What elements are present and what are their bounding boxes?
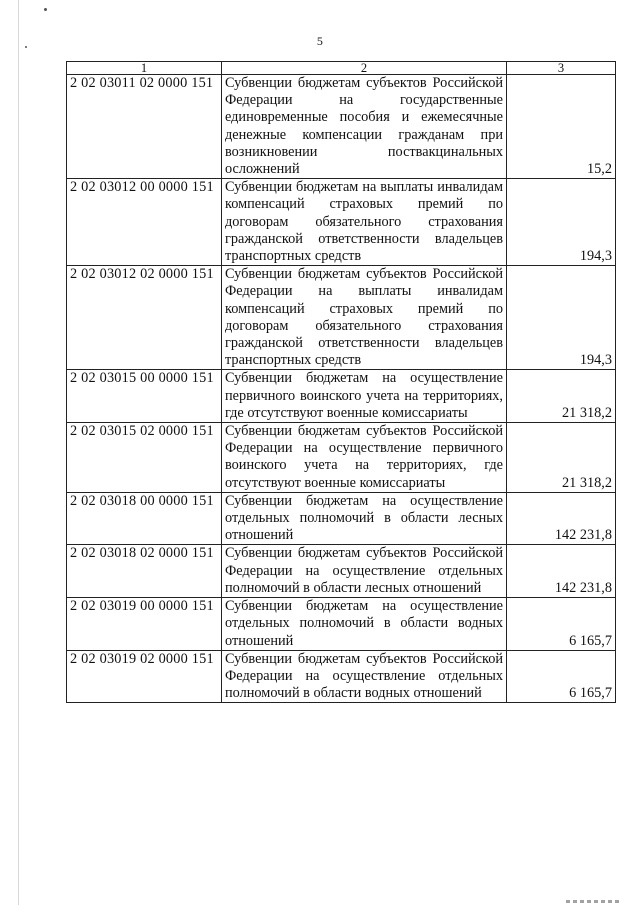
- code-cell: 2 02 03012 02 0000 151: [67, 266, 222, 370]
- table-row: [67, 423, 616, 493]
- code-cell: 2 02 03012 00 0000 151: [67, 179, 222, 266]
- code-cell: 2 02 03019 00 0000 151: [67, 598, 222, 651]
- table-row: [67, 179, 616, 266]
- scan-margin-line: [18, 0, 19, 905]
- table-row: [67, 266, 616, 370]
- table-header-row: [67, 62, 616, 75]
- code-cell: 2 02 03015 00 0000 151: [67, 370, 222, 423]
- code-cell: 2 02 03018 00 0000 151: [67, 492, 222, 545]
- table-row: [67, 545, 616, 598]
- description-cell: Субвенции бюджетам на осуществление первичного воинского учета на территориях, где отсутствуют военные комиссариаты: [222, 370, 507, 423]
- amount-cell: 21 318,2: [507, 423, 616, 493]
- code-cell: 2 02 03011 02 0000 151: [67, 75, 222, 179]
- budget-table: [66, 61, 616, 703]
- amount-cell: 21 318,2: [507, 370, 616, 423]
- table-row: [67, 650, 616, 703]
- amount-cell: 194,3: [507, 179, 616, 266]
- code-cell: 2 02 03018 02 0000 151: [67, 545, 222, 598]
- amount-cell: 142 231,8: [507, 492, 616, 545]
- amount-cell: 15,2: [507, 75, 616, 179]
- column-header-code: 1: [67, 62, 222, 75]
- description-cell: Субвенции бюджетам субъектов Российской Федерации на государственные единовременные пособия и ежемесячные денежные компенсации гражданам при возникновении поствакцинальных осложнений: [222, 75, 507, 179]
- description-cell: Субвенции бюджетам на осуществление отдельных полномочий в области водных отношений: [222, 598, 507, 651]
- amount-cell: 142 231,8: [507, 545, 616, 598]
- column-header-amount: 3: [507, 62, 616, 75]
- table-row: [67, 370, 616, 423]
- description-cell: Субвенции бюджетам на выплаты инвалидам компенсаций страховых премий по договорам обязательного страхования гражданской ответственности владельцев транспортных средств: [222, 179, 507, 266]
- description-cell: Субвенции бюджетам на осуществление отдельных полномочий в области лесных отношений: [222, 492, 507, 545]
- description-cell: Субвенции бюджетам субъектов Российской Федерации на осуществление отдельных полномочий в области водных отношений: [222, 650, 507, 703]
- amount-cell: 194,3: [507, 266, 616, 370]
- budget-table-body: [67, 62, 616, 703]
- table-row: [67, 492, 616, 545]
- description-cell: Субвенции бюджетам субъектов Российской Федерации на осуществление первичного воинского учета на территориях, где отсутствуют военные комиссариаты: [222, 423, 507, 493]
- description-cell: Субвенции бюджетам субъектов Российской Федерации на выплаты инвалидам компенсаций страховых премий по договорам обязательного страхования гражданской ответственности владельцев транспортных средств: [222, 266, 507, 370]
- column-header-description: 2: [222, 62, 507, 75]
- code-cell: 2 02 03019 02 0000 151: [67, 650, 222, 703]
- page-number: 5: [316, 34, 324, 48]
- amount-cell: 6 165,7: [507, 598, 616, 651]
- table-row: [67, 598, 616, 651]
- table-row: [67, 75, 616, 179]
- scan-speck: [44, 8, 47, 11]
- code-cell: 2 02 03015 02 0000 151: [67, 423, 222, 493]
- amount-cell: 6 165,7: [507, 650, 616, 703]
- scan-edge-artifact: [566, 900, 622, 903]
- description-cell: Субвенции бюджетам субъектов Российской Федерации на осуществление отдельных полномочий в области лесных отношений: [222, 545, 507, 598]
